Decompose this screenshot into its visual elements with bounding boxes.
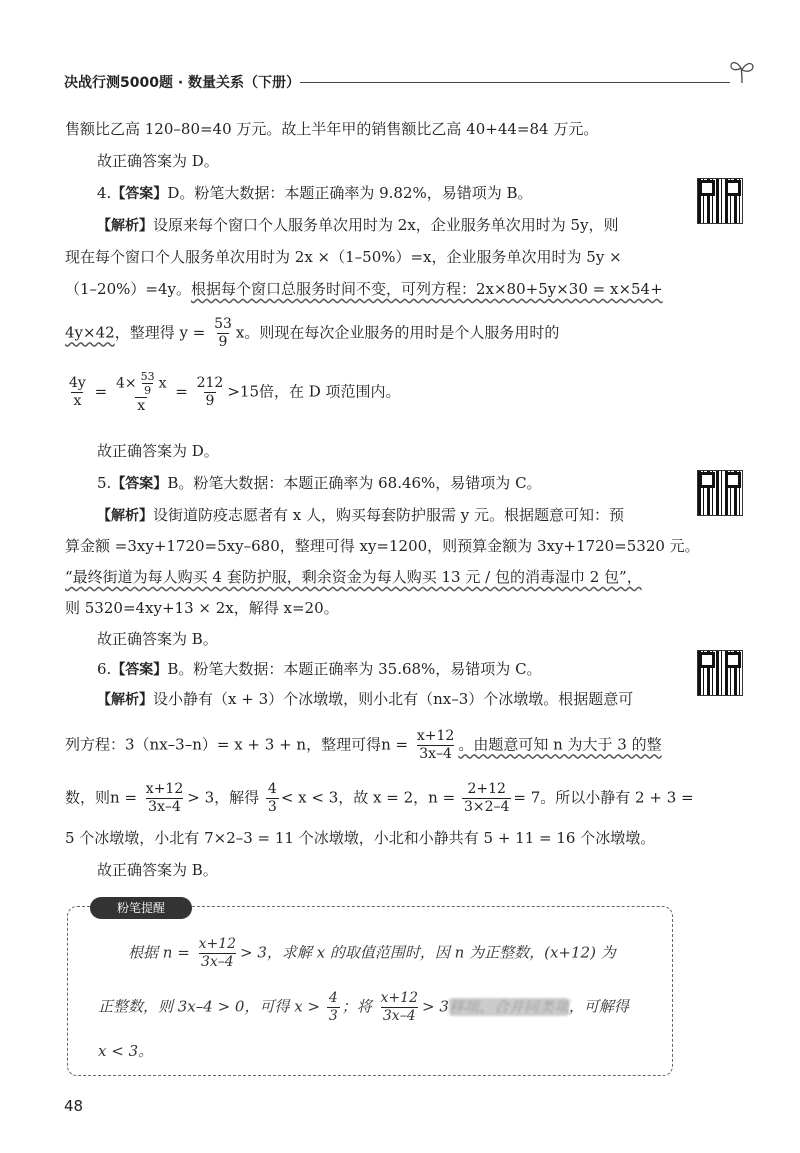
nested-fraction: 4× $\frac{53}{9}$ x x <box>115 370 167 414</box>
q6-line-3: 数，则n = $\frac{x+12}{3x-4}$ > 3，解得 $\frac{4}{3}$ < x < 3，故 x = 2，n = $\frac{2+12}{3\times 2-4}$ = 7。所以小静有 2 + 3 = <box>65 781 694 815</box>
conclusion-line: 故正确答案为 D。 <box>97 152 219 170</box>
book-header-title: 决战行测5000题 · 数量关系（下册） <box>64 75 301 91</box>
q5-line-2: 算金额 =3xy+1720=5xy–680，整理可得 xy=1200，则预算金额为 3xy+1720=5320 元。 <box>65 537 700 555</box>
sprout-icon <box>728 58 756 84</box>
analysis-tag: 【解析】 <box>97 508 153 524</box>
q6-analysis-line: 【解析】设小静有（x + 3）个冰墩墩，则小北有（nx–3）个冰墩墩。根据题意可 <box>97 690 634 708</box>
answer-tag: 【答案】 <box>111 476 168 492</box>
fraction: $\frac{x+12}{3x-4}$ <box>198 936 237 970</box>
conclusion-line: 故正确答案为 B。 <box>97 630 218 648</box>
qr-code-icon[interactable] <box>697 650 743 696</box>
note-line-1: 根据 n = $\frac{x+12}{3x-4}$ > 3，求解 x 的取值范围时，因 n 为正整数，(x+12) 为 <box>128 936 616 970</box>
q4-line-3 <box>65 279 665 299</box>
q4-line-4c: x。则现在每次企业服务的用时是个人服务用时的 <box>235 323 560 342</box>
fraction: $\frac{4y}{x}$ <box>69 375 86 409</box>
q4-line-4 <box>65 316 665 351</box>
answer-tag: 【答案】 <box>111 662 168 678</box>
qr-code-icon[interactable] <box>697 470 743 516</box>
q4-line-3a: （1–20%）=4y。 <box>65 280 191 298</box>
q4-formula-line: $\frac{4y}{x}$ = 4× $\frac{53}{9}$ x x = $\frac{212}{9}$ >15倍，在 D 项范围内。 <box>69 370 401 414</box>
q4-answer-line <box>97 183 697 204</box>
q4-analysis-line <box>97 215 697 236</box>
q4-analysis-text: 设原来每个窗口个人服务单次用时为 2x，企业服务单次用时为 5y，则 <box>153 216 619 234</box>
answer-tag: 【答案】 <box>111 186 168 202</box>
fraction: $\frac{53}{9}$ <box>214 316 232 350</box>
note-line-3: x < 3。 <box>98 1042 154 1060</box>
q4-line-4b: ，整理得 y = <box>114 323 206 342</box>
q4-line-3b: 根据每个窗口总服务时间不变，可列方程：2x×80+5y×30 = x×54+ <box>190 280 663 298</box>
q4-number: 4. <box>97 184 112 202</box>
note-tag: 粉笔提醒 <box>90 897 192 919</box>
fraction: $\frac{x+12}{3x-4}$ <box>416 728 455 762</box>
q4-answer-text: D。粉笔大数据：本题正确率为 9.82%，易错项为 B。 <box>167 184 533 202</box>
note-line-2: 正整数，则 3x–4 > 0，可得 x > $\frac{4}{3}$ ；将 $\frac{x+12}{3x-4}$ > 3移项、合并同类项，可解得 <box>98 990 629 1024</box>
header-rule <box>300 82 730 83</box>
blurred-text: 移项、合并同类项 <box>448 997 569 1016</box>
page-number: 48 <box>64 1097 84 1115</box>
fraction: $\frac{4}{3}$ <box>328 990 338 1024</box>
q5-analysis-line: 【解析】设街道防疫志愿者有 x 人，购买每套防护服需 y 元。根据题意可知：预 <box>97 506 625 524</box>
fraction: $\frac{212}{9}$ <box>196 375 224 409</box>
qr-code-icon[interactable] <box>697 178 743 224</box>
q6-answer-line: 6.【答案】B。粉笔大数据：本题正确率为 35.68%，易错项为 C。 <box>97 660 542 678</box>
fraction: $\frac{4}{3}$ <box>267 781 277 815</box>
q4-line-4a: 4y×42 <box>65 323 115 342</box>
q5-line-4: 则 5320=4xy+13 × 2x，解得 x=20。 <box>65 599 339 617</box>
conclusion-line: 故正确答案为 B。 <box>97 861 218 879</box>
fraction: $\frac{x+12}{3x-4}$ <box>380 990 418 1024</box>
text-line: 售额比乙高 120–80=40 万元。故上半年甲的销售额比乙高 40+44=84 万元。 <box>65 120 599 138</box>
analysis-tag: 【解析】 <box>97 218 153 234</box>
q5-answer-line: 5.【答案】B。粉笔大数据：本题正确率为 68.46%，易错项为 C。 <box>97 474 542 492</box>
q5-line-3: “最终街道为每人购买 4 套防护服，剩余资金为每人购买 13 元 / 包的消毒湿巾 2 包”， <box>65 568 642 586</box>
q6-line-4: 5 个冰墩墩，小北有 7×2–3 = 11 个冰墩墩，小北和小静共有 5 + 11 = 16 个冰墩墩。 <box>65 829 656 847</box>
q4-line-2: 现在每个窗口个人服务单次用时为 2x ×（1–50%）=x，企业服务单次用时为 5y × <box>65 248 622 266</box>
q4-formula-result: >15倍，在 D 项范围内。 <box>227 382 401 401</box>
fraction: $\frac{2+12}{3\times 2-4}$ <box>463 781 510 815</box>
analysis-tag: 【解析】 <box>97 692 153 708</box>
conclusion-line: 故正确答案为 D。 <box>97 442 219 460</box>
fraction: $\frac{x+12}{3x-4}$ <box>145 781 184 815</box>
q6-line-2: 列方程：3（nx–3–n）= x + 3 + n，整理可得n = $\frac{x+12}{3x-4}$ 。由题意可知 n 为大于 3 的整 <box>65 728 662 762</box>
